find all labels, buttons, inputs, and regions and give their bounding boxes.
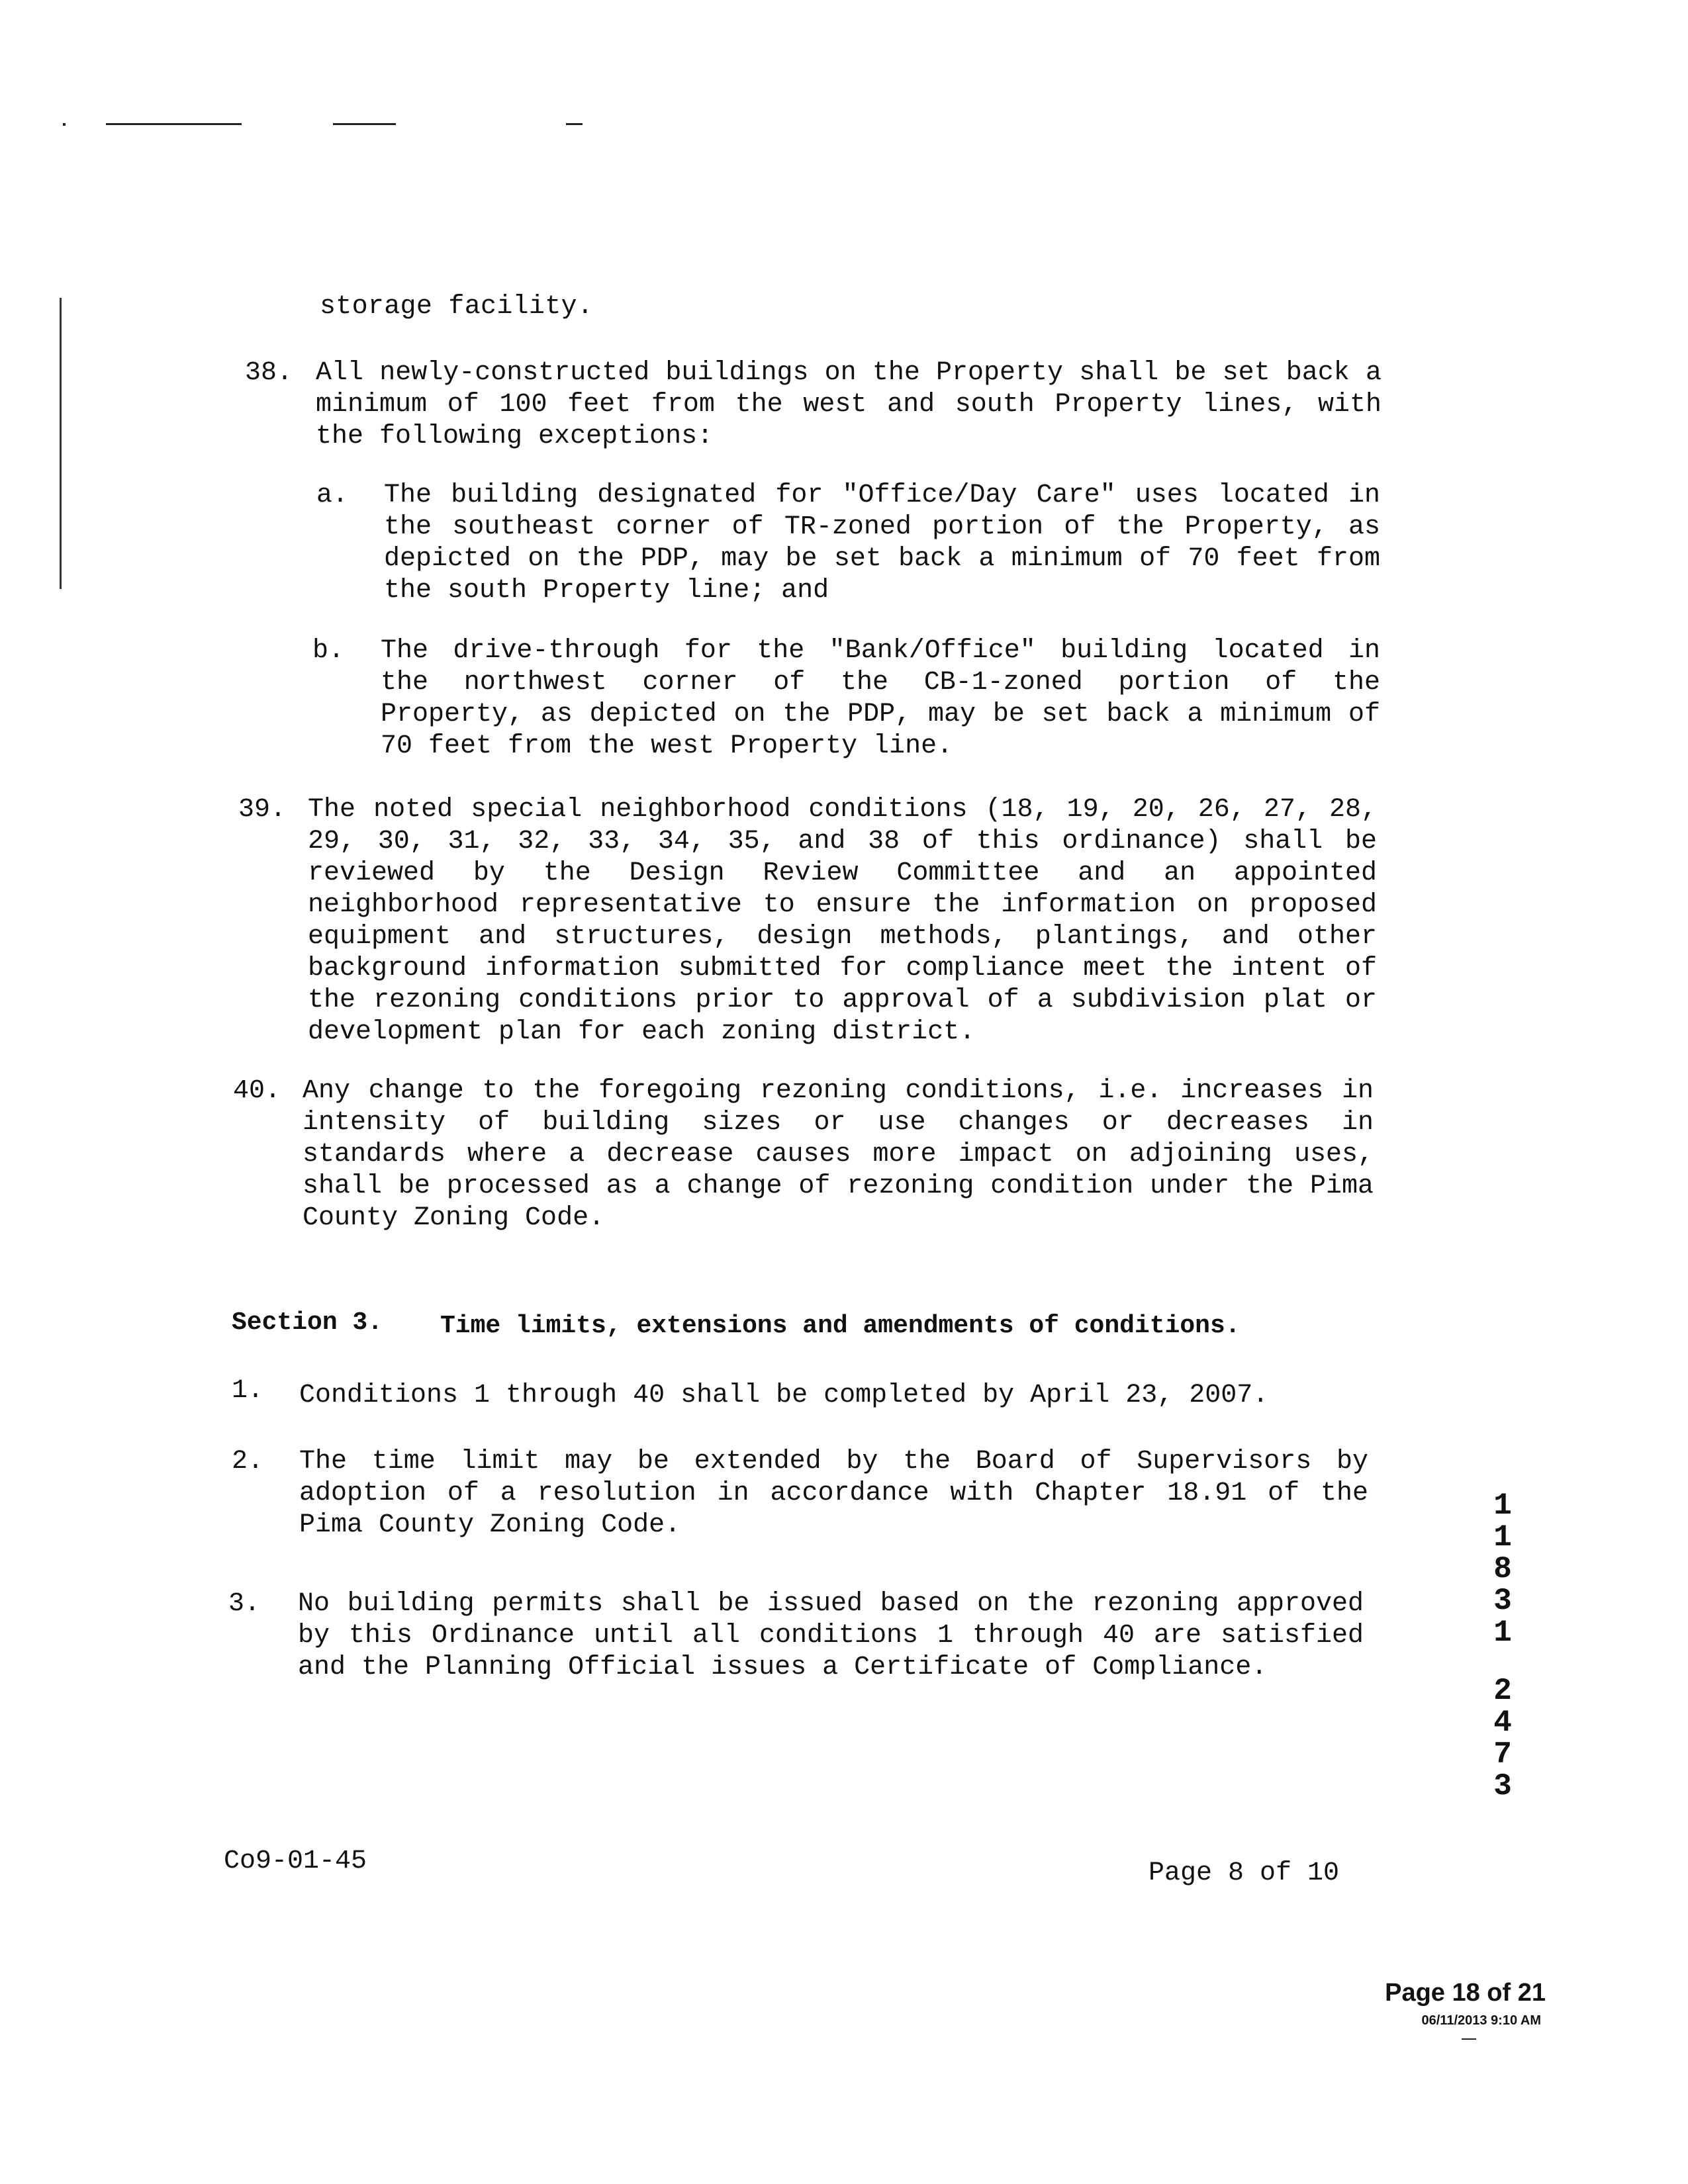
condition-38a-letter: a. — [316, 480, 349, 510]
section-3-label: Section 3. — [232, 1308, 383, 1337]
condition-38-text: All newly-constructed buildings on the Property shall be set back a minimum of 100 feet from the west and south Property lines, with the following exceptions: — [316, 358, 1382, 451]
section-3-item-3-text: No building permits shall be issued based on the rezoning approved by this Ordinance until all conditions 1 through 40 are satisfied and the Planning Official issues a Certificate of Compliance. — [298, 1589, 1364, 1682]
recorder-page-stamp: Page 18 of 21 — [1385, 1979, 1546, 2007]
margin-digit: 7 — [1493, 1737, 1512, 1772]
scan-line-1 — [106, 123, 242, 125]
scan-line-3 — [566, 123, 583, 125]
recorder-datetime-stamp: 06/11/2013 9:10 AM — [1421, 2013, 1541, 2028]
scan-line-2 — [333, 123, 396, 125]
condition-40-text: Any change to the foregoing rezoning conditions, i.e. increases in intensity of building sizes or use changes or decreases in standards where a decrease causes more impact on adjoining uses, shall be processed as a change of rezoning condition under the Pima County Zoning Code. — [303, 1076, 1374, 1233]
section-3-item-1-text: Conditions 1 through 40 shall be completed by April 23, 2007. — [299, 1381, 1269, 1410]
condition-39-text: The noted special neighborhood conditions (18, 19, 20, 26, 27, 28, 29, 30, 31, 32, 33, 34, 35, and 38 of this ordinance) shall be reviewed by the Design Review Committee and an appointed neighborhood representative to ensure the information on proposed equipment and structures, design methods, plantings, and other background information submitted for compliance meet the intent of the rezoning conditions prior to approval of a subdivision plat or development plan for each zoning district. — [308, 795, 1377, 1047]
case-number: Co9-01-45 — [224, 1846, 367, 1876]
condition-40-number: 40. — [233, 1076, 281, 1106]
margin-digit: 3 — [1493, 1769, 1512, 1803]
scan-dot — [63, 123, 66, 126]
condition-38b-letter: b. — [312, 636, 345, 666]
condition-38a-text: The building designated for "Office/Day Care" uses located in the southeast corner of TR-zoned portion of the Property, as depicted on the PDP, may be set back a minimum of 70 feet from the south Property line; and — [384, 480, 1380, 606]
condition-38-number: 38. — [245, 358, 293, 388]
condition-38b-text: The drive-through for the "Bank/Office" building located in the northwest corner of the CB-1-zoned portion of the Property, as depicted on the PDP, may be set back a minimum of 70 feet from the west Property line. — [381, 636, 1380, 761]
margin-digit: 8 — [1493, 1552, 1512, 1586]
margin-digit: 1 — [1493, 1615, 1512, 1650]
margin-digit: 1 — [1493, 1520, 1512, 1555]
section-3-item-2-text: The time limit may be extended by the Board of Supervisors by adoption of a resolution in accordance with Chapter 18.91 of the Pima County Zoning Code. — [299, 1447, 1368, 1540]
margin-bar — [60, 298, 62, 589]
section-3-item-2-number: 2. — [232, 1447, 264, 1477]
margin-digit: 2 — [1493, 1674, 1512, 1708]
margin-digit: 4 — [1493, 1706, 1512, 1740]
stamp-underline — [1462, 2038, 1476, 2040]
continuation-text: storage facility. — [320, 292, 594, 322]
page-number: Page 8 of 10 — [1149, 1858, 1340, 1888]
margin-digit: 3 — [1493, 1584, 1512, 1618]
section-3-item-1-number: 1. — [232, 1376, 264, 1406]
section-3-item-3-number: 3. — [228, 1589, 261, 1619]
condition-39-number: 39. — [238, 795, 287, 825]
section-3-title: Time limits, extensions and amendments of conditions. — [440, 1312, 1241, 1340]
margin-digit: 1 — [1493, 1488, 1512, 1523]
